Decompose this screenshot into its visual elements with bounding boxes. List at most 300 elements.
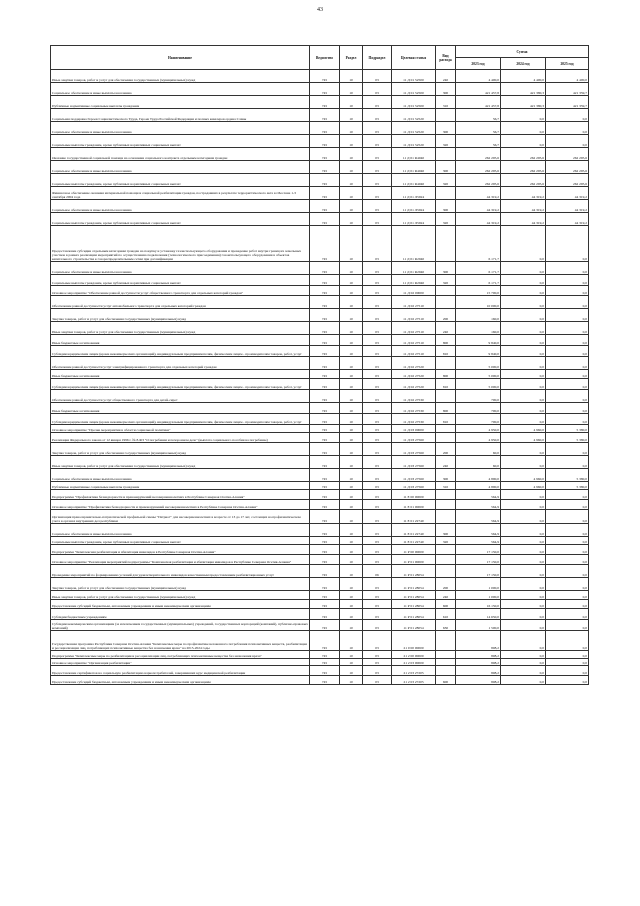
table-row [51,510,589,524]
header-sum: Сумма [456,46,589,58]
row-target: 11 Д 01 52520 [392,122,436,135]
row-section: 10 [340,226,363,262]
table-row [51,591,589,600]
row-ministry: 745 [310,135,340,148]
row-subsection: 03 [363,109,392,122]
row-sum-2023: 808,2 [456,651,501,659]
row-ministry: 745 [310,148,340,161]
row-section: 10 [340,213,363,226]
header-type: Вид расхода [436,46,456,70]
row-sum-2023: 421 457,8 [456,96,501,109]
row-type: 310 [436,482,456,490]
table-row [51,600,589,609]
row-subsection: 03 [363,469,392,482]
table-row [51,490,589,500]
row-ministry: 745 [310,174,340,187]
row-sum-2025: 0,0 [546,545,589,555]
row-name: Иные закупки товаров, работ и услуг для обеспечения государственных (муниципальных) нужд [51,322,310,335]
row-section: 10 [340,433,363,443]
row-sum-2025: 262 295,6 [546,148,589,161]
row-name: Предоставление субсидии отдельным категориям граждан на покупку и установку газоиспользующего оборудования и проведение работ внутри границ их земельных участков в рамках реализации мероприятий по осуществлению подключения (технологического присоединения) газоиспользующего оборудования в объектов капитального строительства к газораспределительным сетям при догазификации [51,226,310,262]
row-ministry: 745 [310,651,340,659]
row-sum-2024: 0,0 [501,443,546,456]
row-subsection: 03 [363,510,392,524]
row-target: 11 Д 02 27530 [392,414,436,425]
row-target: 11 Д 02 27510 [392,296,436,309]
row-ministry: 745 [310,443,340,456]
row-sum-2024: 0,0 [501,490,546,500]
row-type: 240 [436,591,456,600]
row-sum-2025: 44 319,2 [546,187,589,200]
table-row [51,262,589,275]
row-type [436,286,456,296]
row-subsection: 03 [363,286,392,296]
row-target: 11 Д 03 27560 [392,433,436,443]
row-target: 11 Д 01 Л5924 [392,187,436,200]
row-sum-2023: 17 150,0 [456,545,501,555]
row-subsection: 03 [363,482,392,490]
row-target: 11 Е 01 22740 [392,537,436,545]
row-ministry: 745 [310,403,340,414]
table-row [51,631,589,651]
row-subsection: 03 [363,83,392,96]
row-target: 11 Д 01 R4040 [392,148,436,161]
row-section: 10 [340,109,363,122]
row-ministry: 745 [310,578,340,591]
row-section: 10 [340,174,363,187]
row-sum-2025: 0,0 [546,510,589,524]
row-section: 10 [340,425,363,433]
row-sum-2024: 0,0 [501,666,546,676]
row-sum-2025: 0,0 [546,620,589,631]
row-sum-2025: 0,0 [546,262,589,275]
row-target: 11 Р 00 00000 [392,545,436,555]
row-subsection: 03 [363,390,392,403]
row-target: 21 2 00 00000 [392,651,436,659]
row-type [436,296,456,309]
row-sum-2023: 9 840,0 [456,335,501,346]
row-name: Проведение мероприятий по формированию условий для удовлетворительного инвалидов качественным предоставлением реабилитационных услуг [51,565,310,578]
row-subsection: 03 [363,609,392,620]
row-subsection: 03 [363,135,392,148]
row-target: 11 Д 02 27530 [392,390,436,403]
row-name: Обеспечение равной доступности услуг общественного транспорта для детей-сирот [51,390,310,403]
header-name: Наименование [51,46,310,70]
row-sum-2023: 700,0 [456,390,501,403]
row-sum-2024: 0,0 [501,659,546,666]
table-row [51,676,589,685]
table-row [51,659,589,666]
row-type: 300 [436,161,456,174]
row-subsection: 03 [363,161,392,174]
row-section: 10 [340,122,363,135]
row-subsection: 03 [363,456,392,469]
row-subsection: 03 [363,676,392,685]
row-name: Государственная программа Республики Северная Осетия-Алания "Комплексные меры по профилактике незаконного потребления психоактивных веществ, реабилитации и ресоциализации лиц, потребляющих психоактивные вещества без назначения врача" на 2015-2024 годы [51,631,310,651]
row-type: 810 [436,414,456,425]
row-section: 10 [340,161,363,174]
row-section: 10 [340,379,363,390]
row-target: 21 2 03 27205 [392,666,436,676]
row-name: Обеспечение равной доступности услуг электрифицированного транспорта для отдельных категорий граждан [51,357,310,370]
row-sum-2024: 4 400,0 [501,70,546,83]
row-sum-2025: 0,0 [546,565,589,578]
row-name: Иные бюджетные ассигнования [51,370,310,379]
row-name: Закупка товаров, работ и услуг для обеспечения государственных (муниципальных) нужд [51,309,310,322]
row-name: Социальные выплаты гражданам, кроме публичных нормативных социальных выплат [51,135,310,148]
row-subsection: 03 [363,379,392,390]
row-ministry: 745 [310,370,340,379]
row-target: 11 Р 01 00000 [392,555,436,565]
row-sum-2025: 0,0 [546,414,589,425]
row-sum-2023: 262 295,6 [456,174,501,187]
row-subsection: 03 [363,122,392,135]
row-subsection: 03 [363,200,392,213]
row-target: 11 Р 01 28054 [392,591,436,600]
row-section: 10 [340,148,363,161]
row-sum-2023: 564,9 [456,537,501,545]
row-subsection: 03 [363,226,392,262]
row-section: 10 [340,286,363,296]
row-sum-2023: 4 400,0 [456,70,501,83]
row-sum-2024: 0,0 [501,135,546,148]
row-sum-2023: 1 000,0 [456,578,501,591]
row-type [436,109,456,122]
row-type: 300 [436,262,456,275]
row-name: Реализация Федерального закона от 12 января 1996 г. № 8-ФЗ "О погребении и похоронном деле" (выплата социального пособия на погребение) [51,433,310,443]
row-name: Социальное обеспечение и иные выплаты населению [51,524,310,537]
row-target: 11 Д 01 Л5924 [392,213,436,226]
row-sum-2024: 0,0 [501,262,546,275]
row-ministry: 745 [310,109,340,122]
row-target: 11 Д 01 52520 [392,135,436,148]
row-subsection: 03 [363,555,392,565]
row-ministry: 745 [310,676,340,685]
table-row [51,187,589,200]
row-sum-2023: 9 840,0 [456,346,501,357]
row-section: 10 [340,524,363,537]
row-sum-2025: 0,0 [546,537,589,545]
row-subsection: 03 [363,70,392,83]
row-sum-2024: 0,0 [501,122,546,135]
row-sum-2023: 60,0 [456,443,501,456]
row-sum-2023: 6 171,7 [456,262,501,275]
row-name: Субсидии юридическим лицам (кроме некоммерческих организаций), индивидуальным предпринимателям, физическим лицам - производителям товаров, работ, услуг [51,346,310,357]
row-type [436,555,456,565]
row-sum-2023: 564,9 [456,510,501,524]
table-row [51,161,589,174]
table-row [51,578,589,591]
row-sum-2025: 0,0 [546,578,589,591]
row-target: 11 Д 01 R4040 [392,161,436,174]
row-name: Публичные нормативные социальные выплаты гражданам [51,96,310,109]
table-row [51,109,589,122]
row-target: 11 Е 01 22740 [392,510,436,524]
row-name: Иные бюджетные ассигнования [51,403,310,414]
row-target: 11 Д 01 Л5924 [392,200,436,213]
table-row [51,213,589,226]
row-section: 10 [340,322,363,335]
row-section: 10 [340,83,363,96]
row-sum-2024: 0,0 [501,390,546,403]
row-sum-2024: 0,0 [501,651,546,659]
row-target: 11 Д 01 R2940 [392,262,436,275]
row-ministry: 745 [310,286,340,296]
row-ministry: 745 [310,96,340,109]
row-target: 21 2 03 00000 [392,659,436,666]
row-sum-2023: 60,0 [456,456,501,469]
row-sum-2023: 564,9 [456,500,501,510]
row-ministry: 745 [310,600,340,609]
row-ministry: 745 [310,122,340,135]
row-sum-2025: 5 380,0 [546,469,589,482]
row-section: 10 [340,620,363,631]
row-section: 10 [340,390,363,403]
row-ministry: 745 [310,296,340,309]
row-sum-2024: 0,0 [501,346,546,357]
row-section: 10 [340,591,363,600]
row-name: Предоставление субсидий бюджетным, автономным учреждениям и иным некоммерческим организациям [51,676,310,685]
row-sum-2025: 0,0 [546,322,589,335]
row-sum-2025: 0,0 [546,346,589,357]
row-sum-2024: 0,0 [501,609,546,620]
row-type [436,425,456,433]
row-type [436,659,456,666]
table-row [51,443,589,456]
row-sum-2023: 808,2 [456,631,501,651]
row-ministry: 745 [310,262,340,275]
row-ministry: 745 [310,524,340,537]
row-ministry: 745 [310,200,340,213]
row-name: Социальное обеспечение и иные выплаты населению [51,122,310,135]
row-name: Основное мероприятие "Организация реабилитации" [51,659,310,666]
row-name: Финансовое обеспечение оказания материальной помощи и социальной реабилитации граждан, пострадавших в результате террористического акта в г.Беслане 1-3 сентября 2004 года [51,187,310,200]
table-row [51,620,589,631]
row-type: 300 [436,122,456,135]
row-sum-2023: 4 950,0 [456,425,501,433]
row-subsection: 03 [363,187,392,200]
table-row [51,555,589,565]
row-type [436,500,456,510]
row-subsection: 03 [363,443,392,456]
row-ministry: 745 [310,390,340,403]
row-section: 10 [340,651,363,659]
row-sum-2025: 5 380,0 [546,433,589,443]
row-section: 10 [340,357,363,370]
table-row [51,275,589,286]
row-sum-2025: 0,0 [546,676,589,685]
row-name: Обеспечение равной доступности услуг автомобильного транспорта для отдельных категорий граждан [51,296,310,309]
row-name: Социальные выплаты гражданам, кроме публичных нормативных социальных выплат [51,537,310,545]
row-subsection: 03 [363,322,392,335]
row-type [436,565,456,578]
row-name: Социальные выплаты гражданам, кроме публичных нормативных социальных выплат [51,275,310,286]
row-type: 300 [436,200,456,213]
row-target: 11 Д 01 52520 [392,109,436,122]
row-ministry: 745 [310,70,340,83]
row-target: 11 Р 01 28054 [392,565,436,578]
row-type: 310 [436,96,456,109]
row-sum-2024: 0,0 [501,555,546,565]
row-sum-2025: 0,0 [546,524,589,537]
header-section: Раздел [340,46,363,70]
row-section: 10 [340,335,363,346]
row-ministry: 745 [310,555,340,565]
row-section: 10 [340,676,363,685]
row-sum-2025: 4 400,0 [546,70,589,83]
row-ministry: 745 [310,609,340,620]
row-type: 810 [436,379,456,390]
row-sum-2023: 808,2 [456,659,501,666]
row-name: Социальное обеспечение и иные выплаты населению [51,469,310,482]
row-ministry: 745 [310,433,340,443]
row-sum-2024: 0,0 [501,591,546,600]
row-sum-2025: 0,0 [546,335,589,346]
row-sum-2024: 0,0 [501,578,546,591]
row-target: 11 Д 02 27520 [392,357,436,370]
row-section: 10 [340,309,363,322]
row-name: Закупка товаров, работ и услуг для обеспечения государственных (муниципальных) нужд [51,443,310,456]
row-name: Основное мероприятие "Реализация мероприятий подпрограммы "Комплексная реабилитация и абилитация инвалидов в Республике Северная Осетия-Алания" [51,555,310,565]
table-row [51,414,589,425]
row-subsection: 03 [363,370,392,379]
row-subsection: 03 [363,346,392,357]
row-sum-2023: 808,2 [456,666,501,676]
row-type [436,226,456,262]
row-sum-2025: 0,0 [546,370,589,379]
row-section: 10 [340,414,363,425]
row-section: 10 [340,443,363,456]
row-subsection: 03 [363,335,392,346]
row-section: 10 [340,490,363,500]
row-subsection: 03 [363,659,392,666]
row-sum-2023: 5 000,0 [456,379,501,390]
row-type [436,148,456,161]
row-subsection: 03 [363,537,392,545]
row-type [436,510,456,524]
table-row [51,545,589,555]
row-target: 11 Д 02 27510 [392,335,436,346]
row-ministry: 745 [310,631,340,651]
table-row [51,370,589,379]
row-type [436,390,456,403]
row-section: 10 [340,555,363,565]
row-subsection: 03 [363,309,392,322]
table-row [51,148,589,161]
row-section: 10 [340,469,363,482]
row-sum-2025: 0,0 [546,286,589,296]
table-row [51,524,589,537]
row-subsection: 03 [363,425,392,433]
table-row [51,482,589,490]
row-sum-2024: 0,0 [501,322,546,335]
row-sum-2025: 0,0 [546,122,589,135]
row-ministry: 745 [310,414,340,425]
table-row [51,309,589,322]
row-subsection: 03 [363,666,392,676]
row-name: Предоставление сертификатов на социальную реабилитацию наркопотребителей, завершивших курс медицинской реабилитации [51,666,310,676]
row-sum-2024: 421 380,3 [501,83,546,96]
row-type [436,490,456,500]
row-sum-2023: 4 950,0 [456,433,501,443]
row-sum-2023: 6 171,7 [456,275,501,286]
row-ministry: 745 [310,659,340,666]
row-subsection: 03 [363,357,392,370]
row-ministry: 745 [310,545,340,555]
row-sum-2023: 4 890,0 [456,469,501,482]
row-sum-2025: 44 319,2 [546,213,589,226]
row-target: 11 Д 01 R4040 [392,174,436,187]
row-ministry: 745 [310,565,340,578]
row-sum-2025: 0,0 [546,390,589,403]
row-type: 320 [436,213,456,226]
row-section: 10 [340,200,363,213]
row-subsection: 03 [363,591,392,600]
row-ministry: 745 [310,335,340,346]
table-row [51,96,589,109]
table-row [51,122,589,135]
row-type: 300 [436,524,456,537]
row-ministry: 745 [310,226,340,262]
table-row [51,286,589,296]
row-target: 11 Р 01 28054 [392,609,436,620]
row-section: 10 [340,346,363,357]
row-target: 11 Е 01 00000 [392,500,436,510]
row-type: 600 [436,600,456,609]
row-ministry: 745 [310,346,340,357]
row-ministry: 745 [310,456,340,469]
row-type: 320 [436,135,456,148]
table-row [51,335,589,346]
row-ministry: 745 [310,537,340,545]
row-sum-2023: 4 890,0 [456,482,501,490]
row-sum-2024: 0,0 [501,524,546,537]
row-sum-2025: 5 380,0 [546,482,589,490]
row-type: 240 [436,70,456,83]
row-name: Субсидии бюджетным учреждениям [51,609,310,620]
row-sum-2025: 0,0 [546,226,589,262]
row-sum-2023: 421 457,8 [456,83,501,96]
row-ministry: 745 [310,490,340,500]
row-name: Социальная поддержка Героев Социалистического Труда, Героев Труда Российской Федерации и полных кавалеров ордена Славы [51,109,310,122]
row-subsection: 03 [363,524,392,537]
table-row [51,456,589,469]
row-section: 10 [340,609,363,620]
row-ministry: 745 [310,500,340,510]
row-sum-2024: 44 319,2 [501,187,546,200]
row-sum-2025: 0,0 [546,600,589,609]
row-type: 610 [436,609,456,620]
row-sum-2024: 262 295,6 [501,148,546,161]
row-target: 11 Д 03 27560 [392,469,436,482]
row-target: 11 Д 01 52500 [392,70,436,83]
table-row [51,379,589,390]
row-sum-2024: 0,0 [501,631,546,651]
row-type: 240 [436,322,456,335]
row-target: 11 Д 03 27560 [392,443,436,456]
row-name: Предоставление субсидий бюджетным, автономным учреждениям и иным некоммерческим организациям [51,600,310,609]
row-type: 630 [436,620,456,631]
table-row [51,433,589,443]
budget-table [50,45,589,685]
table-row [51,666,589,676]
row-sum-2023: 56,7 [456,109,501,122]
row-sum-2024: 44 319,2 [501,200,546,213]
row-sum-2025: 0,0 [546,651,589,659]
row-target: 11 Д 02 27510 [392,346,436,357]
row-sum-2025: 421 359,7 [546,96,589,109]
row-section: 10 [340,262,363,275]
